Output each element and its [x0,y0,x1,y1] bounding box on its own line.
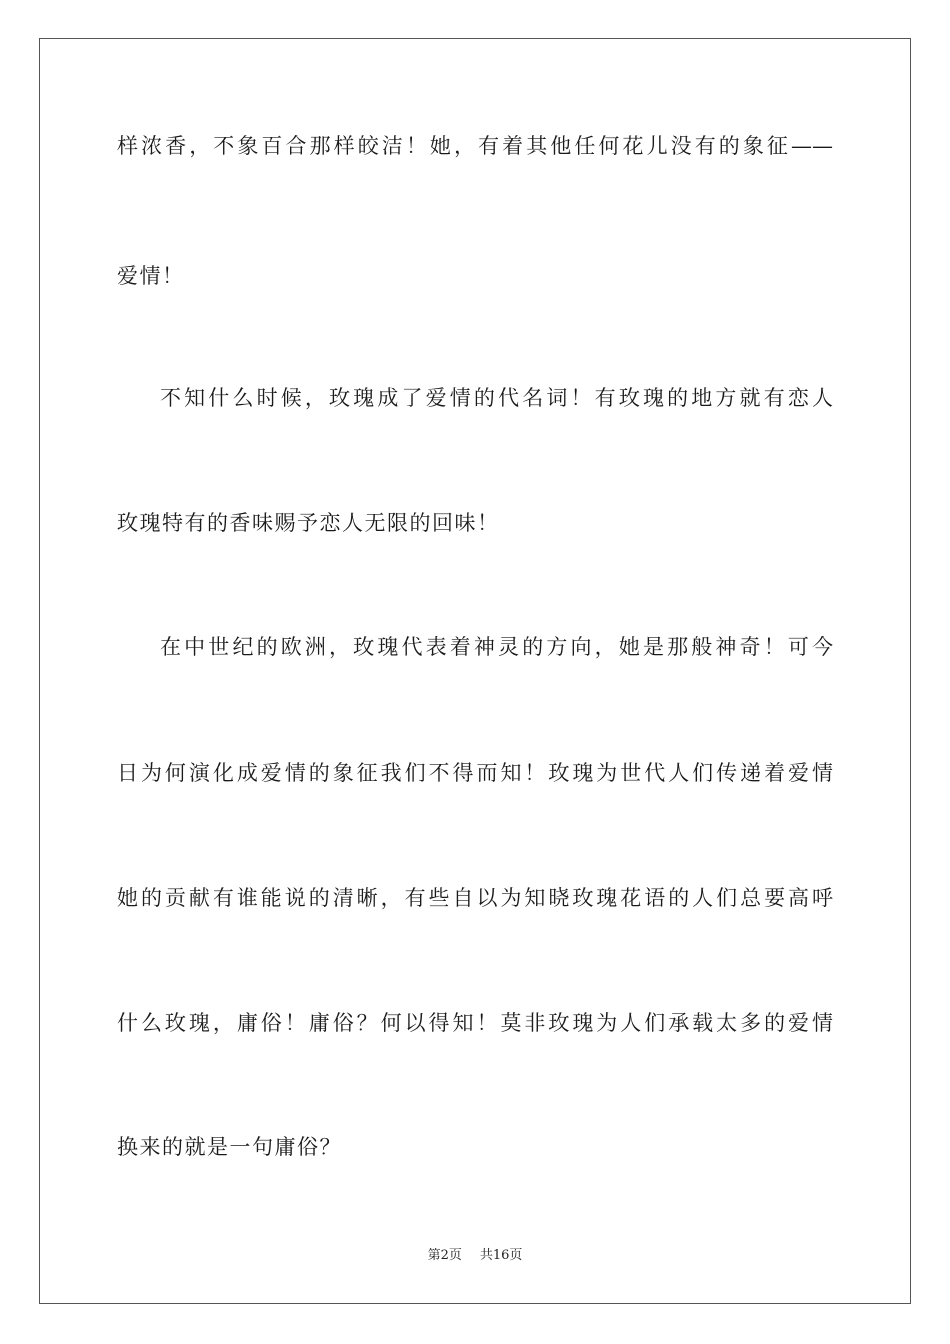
paragraph-line-2: 爱情！ [117,264,185,288]
paragraph-line-5: 在中世纪的欧洲，玫瑰代表着神灵的方向，她是那般神奇！可今 [160,635,833,659]
paragraph-line-1: 样浓香，不象百合那样皎洁！她，有着其他任何花儿没有的象征—— [117,134,833,158]
paragraph-line-3: 不知什么时候，玫瑰成了爱情的代名词！有玫瑰的地方就有恋人 [160,386,833,410]
page-number: 第2页 [427,1248,462,1263]
paragraph-line-7: 她的贡献有谁能说的清晰，有些自以为知晓玫瑰花语的人们总要高呼 [117,886,833,910]
paragraph-line-9: 换来的就是一句庸俗？ [117,1135,342,1159]
page-border [39,38,911,1304]
total-pages: 共16页 [479,1248,523,1263]
paragraph-line-4: 玫瑰特有的香味赐予恋人无限的回味！ [117,511,500,535]
page-footer [0,1247,950,1265]
paragraph-line-6: 日为何演化成爱情的象征我们不得而知！玫瑰为世代人们传递着爱情 [117,761,833,785]
paragraph-line-8: 什么玫瑰，庸俗！庸俗？何以得知！莫非玫瑰为人们承载太多的爱情 [117,1011,833,1035]
